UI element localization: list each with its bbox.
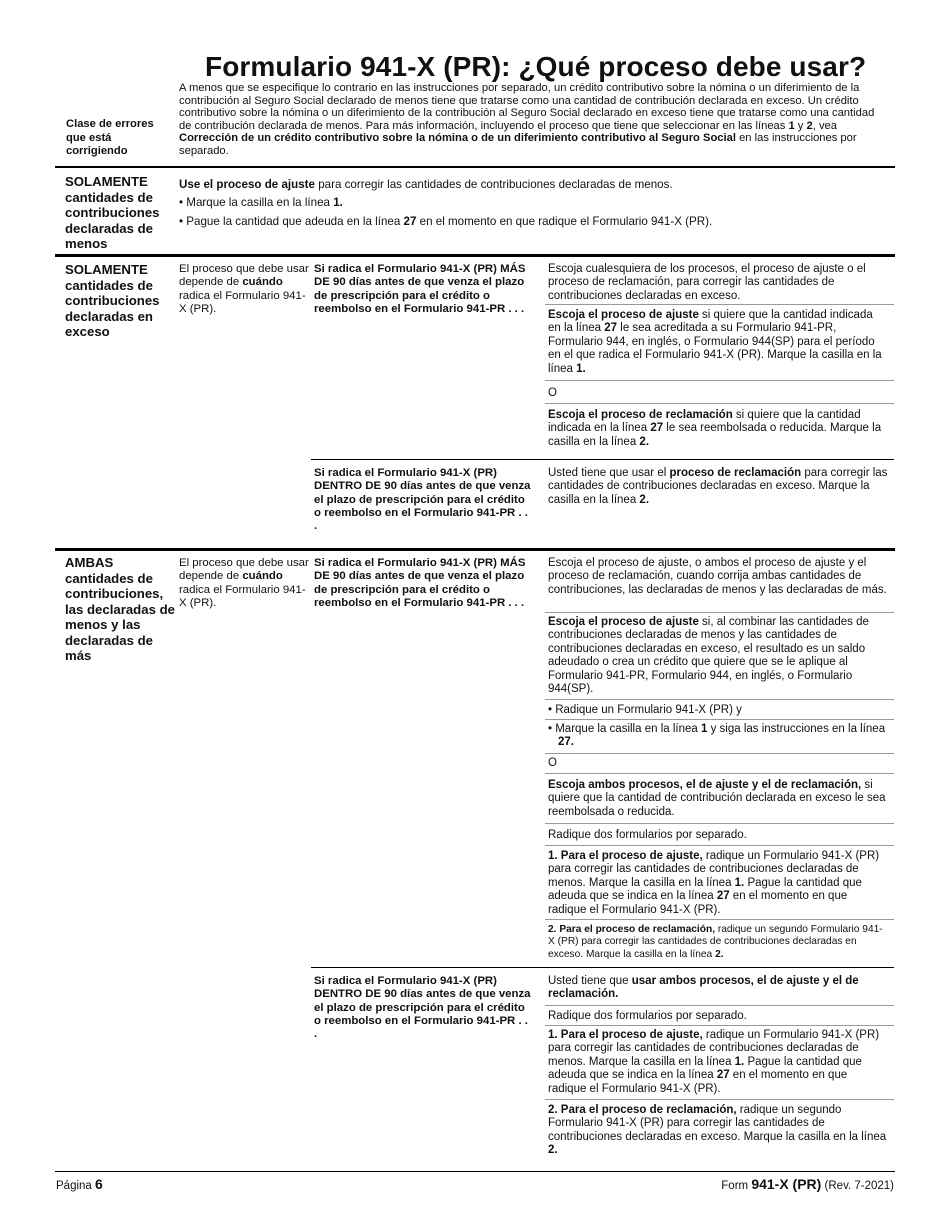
sec3-r4: Radique dos formularios por separado. xyxy=(548,829,747,841)
sec3-s3: 1. Para el proceso de ajuste, radique un Formulario 941-X (PR) para corregir las cantidades de contribuciones declaradas de menos. Marque la casilla en la línea 1. Pague la cantidad que adeuda que se indica en la línea 27 en el momento en que radique el Formulario 941-X (PR). xyxy=(548,1029,880,1095)
sec3-cond1: Si radica el Formulario 941-X (PR) MÁS DE 90 días antes de que venza el plazo de prescripción para el crédito o reembolso en el Formulario 941-PR . . . xyxy=(314,557,526,609)
header-rule xyxy=(55,166,895,168)
footer-rule xyxy=(55,1171,895,1172)
sec3-r5: 1. Para el proceso de ajuste, radique un Formulario 941-X (PR) para corregir las cantidades de contribuciones declaradas de menos. Marque la casilla en la línea 1. Pague la cantidad que adeuda que se indica en la línea 27 en el momento en que radique el Formulario 941-X (PR). xyxy=(548,850,880,916)
divider xyxy=(545,773,894,774)
divider xyxy=(545,304,894,305)
divider xyxy=(545,753,894,754)
sec3-s4: 2. Para el proceso de reclamación, radique un segundo Formulario 941-X (PR) para corregir las cantidades de contribuciones declaradas en exceso. Marque la casilla en la línea 2. xyxy=(548,1104,887,1157)
sec2-depend: El proceso que debe usar depende de cuándo radica el Formulario 941-X (PR). xyxy=(179,263,309,315)
sec3-or: O xyxy=(548,757,557,769)
sec3-split-rule xyxy=(311,967,894,968)
error-class-heading: Clase de errores que está corrigiendo xyxy=(66,118,154,157)
sec2-r4: Usted tiene que usar el proceso de reclamación para corregir las cantidades de contribuciones declaradas en exceso. Marque la casilla en la línea 2. xyxy=(548,467,888,506)
sec3-depend: El proceso que debe usar depende de cuándo radica el Formulario 941-X (PR). xyxy=(179,557,309,609)
page-number: Página 6 xyxy=(56,1176,103,1192)
sec2-rule xyxy=(55,254,895,257)
sec3-r6: 2. Para el proceso de reclamación, radique un segundo Formulario 941-X (PR) para corregir las cantidades de contribuciones declaradas en exceso. Marque la casilla en la línea 2. xyxy=(548,924,883,960)
sec2-or: O xyxy=(548,387,557,399)
divider xyxy=(545,719,894,720)
sec3-s2: Radique dos formularios por separado. xyxy=(548,1010,747,1022)
divider xyxy=(545,699,894,700)
sec2-split-rule xyxy=(311,459,894,460)
divider xyxy=(545,1025,894,1026)
sec2-label: SOLAMENTE cantidades de contribuciones declaradas en exceso xyxy=(65,262,160,339)
sec3-r1: Escoja el proceso de ajuste, o ambos el proceso de ajuste y el proceso de reclamación, cuando corrija ambas cantidades de contribuciones, las declaradas de menos y las declaradas de más. xyxy=(548,557,887,596)
sec3-rule xyxy=(55,548,895,551)
sec3-r3: Escoja ambos procesos, el de ajuste y el de reclamación, si quiere que la cantidad de contribución declarada en exceso le sea reembolsada o reducida. xyxy=(548,779,886,818)
divider xyxy=(545,612,894,613)
divider xyxy=(545,823,894,824)
sec3-s1: Usted tiene que usar ambos procesos, el de ajuste y el de reclamación. xyxy=(548,975,859,1001)
sec3-bullet1: • Radique un Formulario 941-X (PR) y xyxy=(548,704,742,716)
form-id: Form 941-X (PR) (Rev. 7-2021) xyxy=(721,1176,894,1192)
sec1-label: SOLAMENTE cantidades de contribuciones declaradas de menos xyxy=(65,174,160,251)
divider xyxy=(545,845,894,846)
sec2-cond1: Si radica el Formulario 941-X (PR) MÁS DE 90 días antes de que venza el plazo de prescripción para el crédito o reembolso en el Formulario 941-PR . . . xyxy=(314,263,526,315)
sec1-bullet1: • Marque la casilla en la línea 1. xyxy=(179,196,343,209)
divider xyxy=(545,403,894,404)
sec2-r1: Escoja cualesquiera de los procesos, el proceso de ajuste o el proceso de reclamación, para corregir las cantidades de contribuciones declaradas en exceso. xyxy=(548,263,866,302)
divider xyxy=(545,919,894,920)
divider xyxy=(545,1099,894,1100)
sec1-bullet2: • Pague la cantidad que adeuda en la línea 27 en el momento en que radique el Formulario 941-X (PR). xyxy=(179,215,713,228)
divider xyxy=(545,1005,894,1006)
sec3-label: AMBAS cantidades de contribuciones, las declaradas de menos y las declaradas de más xyxy=(65,555,175,663)
sec1-line1: Use el proceso de ajuste para corregir las cantidades de contribuciones declaradas de menos. xyxy=(179,178,673,191)
sec3-bullet2: • Marque la casilla en la línea 1 y siga las instrucciones en la línea 27. xyxy=(548,723,886,749)
sec3-cond2: Si radica el Formulario 941-X (PR) DENTRO DE 90 días antes de que venza el plazo de prescripción para el crédito o reembolso en el Formulario 941-PR . . . xyxy=(314,975,531,1041)
sec2-cond2: Si radica el Formulario 941-X (PR) DENTRO DE 90 días antes de que venza el plazo de prescripción para el crédito o reembolso en el Formulario 941-PR . . . xyxy=(314,467,531,533)
sec3-r2: Escoja el proceso de ajuste si, al combinar las cantidades de contribuciones declaradas de menos y las cantidades de contribuciones declaradas en exceso, el resultado es un saldo adeudado o crea un crédito que quiere que se le aplique al Formulario 941-PR, Formulario 944, en inglés, o Formulario 944(SP). xyxy=(548,616,869,696)
sec2-r3: Escoja el proceso de reclamación si quiere que la cantidad indicada en la línea 27 le sea reembolsada o reducida. Marque la casilla en la línea 2. xyxy=(548,409,882,448)
intro-paragraph: A menos que se especifique lo contrario en las instrucciones por separado, un crédito contributivo sobre la nómina o un diferimiento de la contribución al Seguro Social declarado de menos tiene que tratarse como una cantidad de contribución declarada en exceso. Un crédito contributivo sobre la nómina o un diferimiento de la contribución al Seguro Social declarado en exceso tiene que tratarse como una cantidad de contribución declarada de menos. Para más información, incluyendo el proceso que tiene que seleccionar en las líneas 1 y 2, vea Corrección de un crédito contributivo sobre la nómina o de un diferimiento contributivo al Seguro Social en las instrucciones por separado. xyxy=(179,82,875,157)
sec2-r2: Escoja el proceso de ajuste si quiere que la cantidad indicada en la línea 27 le sea acreditada a su Formulario 941-PR, Formulario 944, en inglés, o Formulario 944(SP) para el período en el que radica el Formulario 941-X (PR). Marque la casilla en la línea 1. xyxy=(548,309,882,375)
divider xyxy=(545,380,894,381)
page-title: Formulario 941-X (PR): ¿Qué proceso debe usar? xyxy=(205,51,867,82)
